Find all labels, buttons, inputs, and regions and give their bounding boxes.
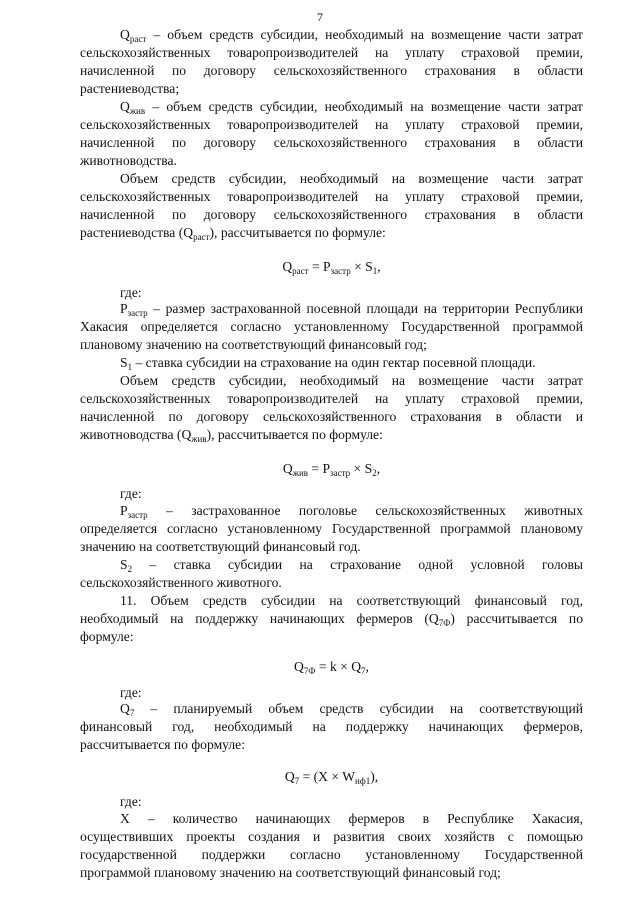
pzastr-definition-line: $P_{застр}$ – размер застрахованной посевной площади на территории Республики	[120, 301, 583, 318]
text-line: сельскохозяйственных товаропроизводителей на уплату страховой премии,	[80, 117, 583, 132]
text-line: формуле:	[80, 629, 134, 644]
text-line: сельскохозяйственных товаропроизводителей на уплату страховой премии,	[80, 189, 583, 204]
text-line: финансовый год, необходимый на поддержку начинающих фермеров,	[80, 719, 583, 734]
where-label: где:	[120, 685, 142, 700]
formula-q7: $Q_7 = (X \times W_{нф1})$,	[284, 769, 379, 786]
text-line: Объем средств субсидии, необходимый на возмещение части затрат	[120, 373, 583, 388]
text-line: сельскохозяйственных товаропроизводителей на уплату страховой премии,	[80, 45, 583, 60]
q7-definition-line: $Q_7$ – планируемый объем средств субсидии на соответствующий	[120, 701, 583, 718]
text-line: осуществивших проекты создания и развития своих хозяйств с помощью	[80, 829, 583, 844]
paragraph-11-line: 11. Объем средств субсидии на соответствующий финансовый год,	[120, 593, 583, 608]
text-line: животноводства $(Q_{жив})$, рассчитывается по формуле:	[80, 427, 383, 444]
text-line: растениеводства;	[80, 81, 180, 96]
text-line: государственной поддержки согласно установленному Государственной	[80, 847, 583, 862]
page-number: 7	[317, 10, 323, 24]
text-line: сельскохозяйственного животного.	[80, 575, 282, 590]
text-line: растениеводства $(Q_{раст})$, рассчитывается по формуле:	[80, 225, 386, 242]
text-line: начисленной по договору сельскохозяйственного страхования в области и	[80, 409, 583, 424]
x-definition-line: X – количество начинающих фермеров в Республике Хакасия,	[120, 811, 583, 826]
text-line: начисленной по договору сельскохозяйственного страхования в области	[80, 207, 583, 222]
formula-qrast: $Q_{раст} = P_{застр} \times S_1$,	[282, 259, 381, 276]
text-line: сельскохозяйственных товаропроизводителей на уплату страховой премии,	[80, 391, 583, 406]
text-line: значению на соответствующий финансовый год.	[80, 539, 361, 554]
s2-definition-line: $S_2$ – ставка субсидии на страхование одной условной головы	[120, 557, 583, 574]
formula-q7f: $Q_{7Ф} = k \times Q_7$,	[294, 659, 369, 676]
qrast-definition-line: $Q_{раст}$ – объем средств субсидии, необходимый на возмещение части затрат	[120, 27, 583, 44]
pzastr2-definition-line: $P_{застр}$ – застрахованное поголовье сельскохозяйственных животных	[120, 503, 583, 520]
text-line: животноводства.	[80, 153, 177, 168]
where-label: где:	[120, 285, 142, 300]
text-line: рассчитывается по формуле:	[80, 737, 245, 752]
formula-qzhiv: $Q_{жив} = P_{застр} \times S_2$,	[282, 461, 381, 478]
text-line: программой плановому значению на соответствующий финансовый год;	[80, 865, 501, 880]
text-line: необходимый на поддержку начинающих фермеров $(Q_{7Ф})$ рассчитывается по	[80, 611, 584, 628]
where-label: где:	[120, 794, 142, 809]
text-line: начисленной по договору сельскохозяйственного страхования в области	[80, 135, 583, 150]
text-line: начисленной по договору сельскохозяйственного страхования в области	[80, 63, 583, 78]
qzhiv-definition-line: $Q_{жив}$ – объем средств субсидии, необходимый на возмещение части затрат	[120, 99, 583, 116]
s1-definition-line: $S_1$ – ставка субсидии на страхование на один гектар посевной площади.	[120, 355, 536, 372]
text-line: Объем средств субсидии, необходимый на возмещение части затрат	[120, 171, 583, 186]
where-label: где:	[120, 486, 142, 501]
text-line: определяется согласно установленному Государственной программой плановому	[80, 521, 583, 536]
text-line: Хакасия определяется согласно установленному Государственной программой	[80, 319, 583, 334]
text-line: плановому значению на соответствующий финансовый год;	[80, 337, 427, 352]
